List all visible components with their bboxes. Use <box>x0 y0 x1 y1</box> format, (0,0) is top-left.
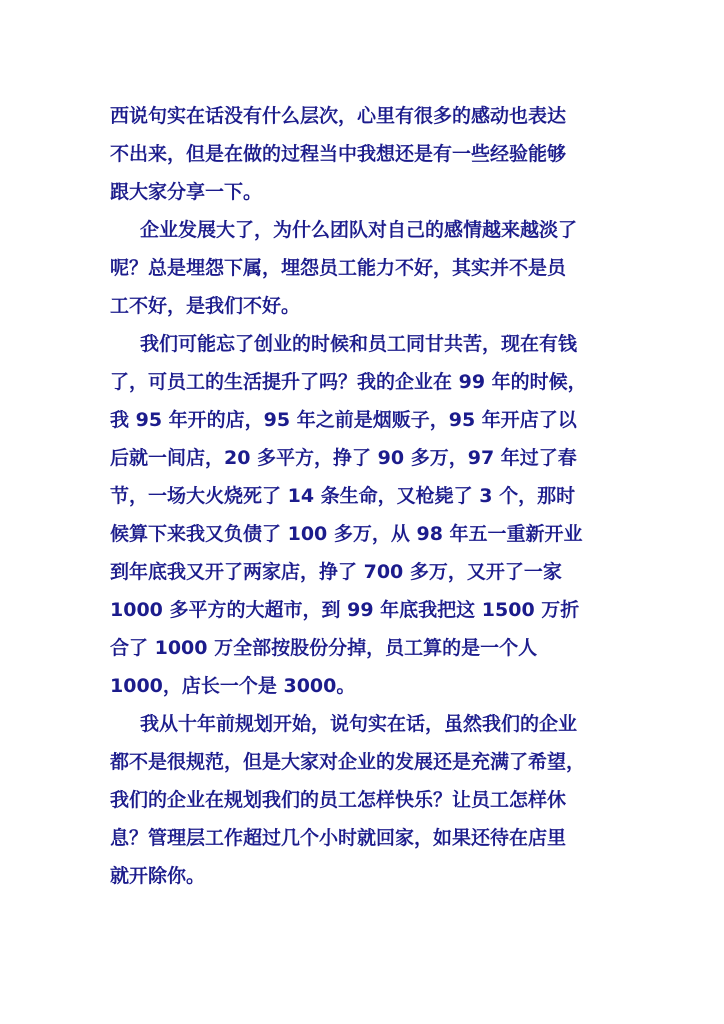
text-line: 我们的企业在规划我们的员工怎样快乐？让员工怎样休 <box>110 789 567 811</box>
text-line: 到年底我又开了两家店，挣了 700 多万，又开了一家 <box>110 561 562 583</box>
text-line: 节，一场大火烧死了 14 条生命，又枪毙了 3 个，那时 <box>110 485 576 507</box>
document-body <box>110 97 630 895</box>
text-line: 西说句实在话没有什么层次，心里有很多的感动也表达 <box>110 105 567 127</box>
text-line: 不出来，但是在做的过程当中我想还是有一些经验能够 <box>110 143 567 165</box>
paragraph-first-line: 企业发展大了，为什么团队对自己的感情越来越淡了 <box>140 219 578 241</box>
text-line: 工不好，是我们不好。 <box>110 295 301 317</box>
text-line: 我 95 年开的店，95 年之前是烟贩子，95 年开店了以 <box>110 409 577 431</box>
text-line: 跟大家分享一下。 <box>110 181 263 203</box>
text-line: 都不是很规范，但是大家对企业的发展还是充满了希望， <box>110 751 586 773</box>
text-line: 了，可员工的生活提升了吗？我的企业在 99 年的时候， <box>110 371 587 393</box>
text-line: 1000，店长一个是 3000。 <box>110 675 356 697</box>
text-line: 后就一间店，20 多平方，挣了 90 多万，97 年过了春 <box>110 447 577 469</box>
text-line: 1000 多平方的大超市，到 99 年底我把这 1500 万折 <box>110 599 580 621</box>
text-line: 呢？总是埋怨下属，埋怨员工能力不好，其实并不是员 <box>110 257 567 279</box>
text-line: 合了 1000 万全部按股份分掉，员工算的是一个人 <box>110 637 538 659</box>
text-line: 息？管理层工作超过几个小时就回家，如果还待在店里 <box>110 827 567 849</box>
text-line: 就开除你。 <box>110 865 206 887</box>
paragraph-first-line: 我从十年前规划开始，说句实在话，虽然我们的企业 <box>140 713 578 735</box>
text-line: 候算下来我又负债了 100 多万，从 98 年五一重新开业 <box>110 523 583 545</box>
paragraph-first-line: 我们可能忘了创业的时候和员工同甘共苦，现在有钱 <box>140 333 578 355</box>
